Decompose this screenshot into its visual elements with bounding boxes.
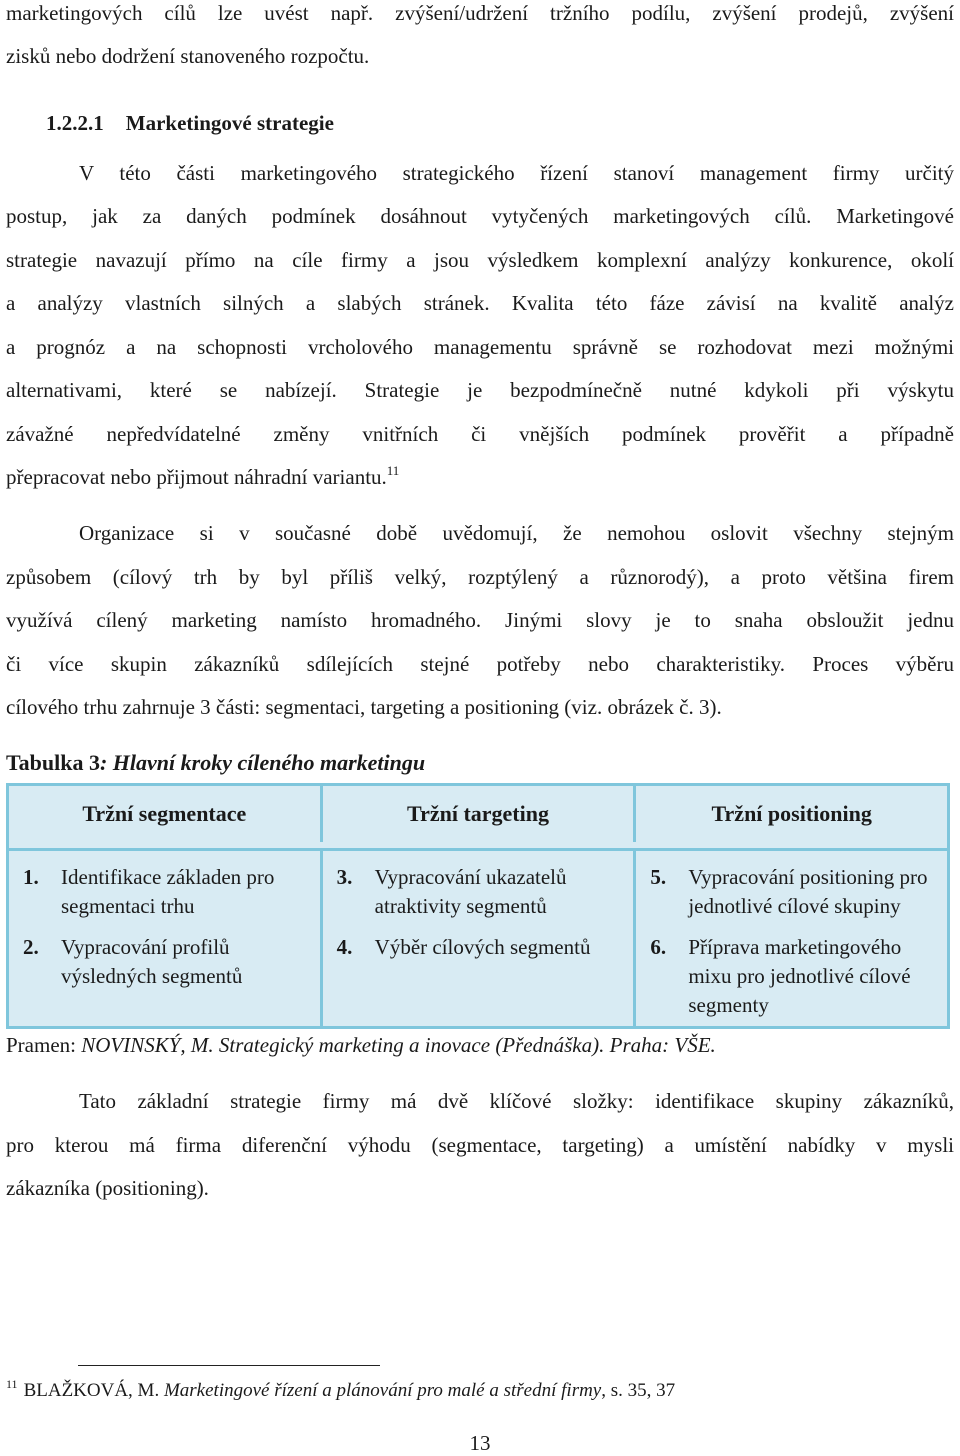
step-text: Výběr cílových segmentů — [374, 935, 591, 959]
para1-line: přepracovat nebo přijmout náhradní variantu. — [6, 465, 387, 489]
step-text: Identifikace základen pro segmentaci trhu — [61, 865, 275, 918]
page-number: 13 — [469, 1431, 491, 1455]
table-header-row — [9, 786, 947, 842]
table-source — [6, 1033, 716, 1058]
table-cell-targeting — [323, 851, 637, 1026]
footnote — [6, 1377, 676, 1402]
para1-line: strategie navazují přímo na cíle firmy a jsou výsledkem komplexní analýzy konkurence, okolí — [6, 248, 954, 272]
table-caption — [6, 750, 425, 776]
step-text: Příprava marketingového mixu pro jednotlivé cílové segmenty — [688, 935, 911, 1017]
table-caption-label: Tabulka 3 — [6, 750, 100, 775]
table-header-cell: Tržní positioning — [711, 801, 872, 826]
intro-line-1: marketingových cílů lze uvést např. zvýšení/udržení tržního podílu, zvýšení prodejů, zvýšení — [6, 1, 954, 25]
footnote-separator — [78, 1365, 380, 1366]
step-text: Vypracování positioning pro jednotlivé cílové skupiny — [688, 865, 928, 918]
step-number: 1. — [23, 865, 39, 889]
step-item — [23, 933, 310, 991]
source-label: Pramen: — [6, 1033, 82, 1057]
targeting-steps-table — [6, 783, 950, 1029]
step-text: Vypracování profilů výsledných segmentů — [61, 935, 243, 988]
step-text: Vypracování ukazatelů atraktivity segmentů — [374, 865, 567, 918]
step-number: 4. — [336, 935, 353, 959]
source-text: NOVINSKÝ, M. Strategický marketing a inovace (Přednáška). Praha: VŠE. — [81, 1033, 716, 1057]
footnote-pages: , s. 35, 37 — [601, 1380, 676, 1401]
table-caption-title: : Hlavní kroky cíleného marketingu — [99, 750, 426, 775]
table-cell-positioning — [636, 851, 947, 1026]
para2-line: cílového trhu zahrnuje 3 části: segmentaci, targeting a positioning (viz. obrázek č. 3). — [6, 695, 722, 719]
para2-line: využívá cílený marketing namísto hromadného. Jinými slovy je to snaha obsloužit jednu — [6, 608, 954, 632]
para1-line: a analýzy vlastních silných a slabých stránek. Kvalita této fáze závisí na kvalitě analýz — [6, 291, 954, 315]
footnote-number: 11 — [6, 1377, 18, 1391]
para1-line: alternativami, které se nabízejí. Strategie je bezpodmínečně nutné kdykoli při výskytu — [6, 378, 954, 402]
table-body-row — [9, 848, 947, 1026]
para1-line: V této části marketingového strategického řízení stanoví management firmy určitý — [79, 161, 954, 185]
para1-line: závažné nepředvídatelné změny vnitřních či vnějších podmínek prověřit a případně — [6, 422, 954, 446]
para2-line: či více skupin zákazníků sdílejících stejné potřeby nebo charakteristiky. Proces výběru — [6, 652, 954, 676]
para1-line: a prognóz a na schopnosti vrcholového managementu správně se rozhodovat mezi možnými — [6, 335, 954, 359]
para2-line: Organizace si v současné době uvědomují, že nemohou oslovit všechny stejným — [79, 521, 954, 545]
step-number: 6. — [650, 935, 667, 959]
footnote-title: Marketingové řízení a plánování pro malé a střední firmy — [163, 1380, 602, 1401]
footnote-reference[interactable]: 11 — [386, 463, 400, 478]
step-item — [650, 933, 937, 1020]
step-number: 2. — [23, 935, 39, 959]
section-title: Marketingové strategie — [125, 111, 334, 135]
step-number: 3. — [336, 865, 353, 889]
step-item — [337, 933, 624, 962]
para3-line: zákazníka (positioning). — [6, 1176, 209, 1200]
section-number: 1.2.2.1 — [46, 111, 104, 135]
table-cell-segmentation — [9, 851, 323, 1026]
intro-line-2: zisků nebo dodržení stanoveného rozpočtu. — [6, 44, 370, 68]
para3-line: pro kterou má firma diferenční výhodu (segmentace, targeting) a umístění nabídky v mysli — [6, 1133, 954, 1157]
step-item — [337, 863, 624, 921]
para3-line: Tato základní strategie firmy má dvě klíčové složky: identifikace skupiny zákazníků, — [79, 1089, 954, 1113]
step-item — [23, 863, 310, 921]
para1-last-line — [6, 464, 954, 490]
section-heading — [46, 110, 954, 136]
table-header-cell: Tržní targeting — [323, 786, 637, 842]
para2-line: způsobem (cílový trh by byl příliš velký, rozptýlený a různorodý), a proto většina firem — [6, 565, 954, 589]
footnote-author: BLAŽKOVÁ, M. — [23, 1380, 164, 1401]
step-item — [650, 863, 937, 921]
table-header-cell: Tržní segmentace — [9, 786, 323, 842]
para1-line: postup, jak za daných podmínek dosáhnout vytyčených marketingových cílů. Marketingové — [6, 204, 954, 228]
step-number: 5. — [650, 865, 667, 889]
